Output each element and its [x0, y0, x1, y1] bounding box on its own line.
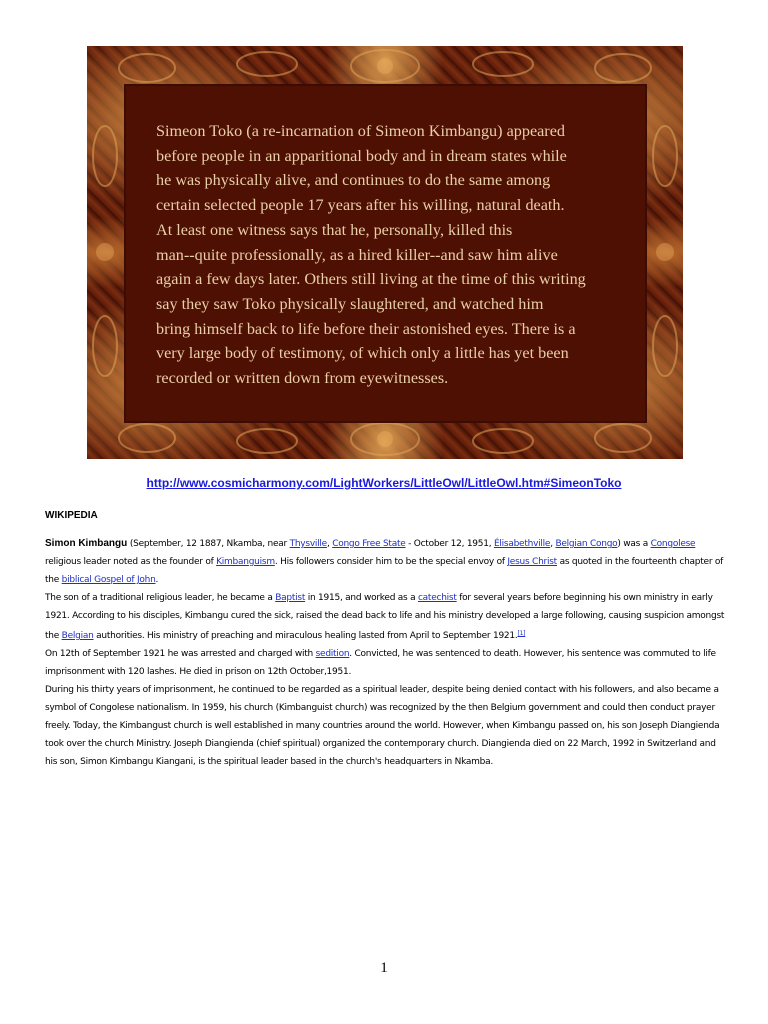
text-run: as quoted in the fourteenth chapter of the [45, 557, 724, 585]
paragraph-intro [45, 535, 725, 589]
text-run: authorities. His ministry of preaching and miraculous healing lasted from April to September 1921. [93, 631, 518, 641]
page-number: 1 [380, 960, 388, 976]
section-heading: WIKIPEDIA [45, 510, 98, 521]
text-run: . [155, 575, 159, 585]
paragraph-arrest [45, 645, 725, 681]
paragraph-early-life [45, 589, 725, 645]
text-run: . Convicted, he was sentenced to death. However, his sentence was commuted to life imprisonment with 120 lashes. He died in prison on 12th October,1951. [45, 649, 716, 677]
link-belgian-congo[interactable]: Belgian Congo [555, 539, 618, 549]
link-sedition[interactable]: sedition [315, 649, 350, 659]
text-run: ) was a [617, 539, 651, 549]
quote-line: again a few days later. Others still living at the time of this writing [156, 270, 586, 289]
quote-line: very large body of testimony, of which only a little has yet been [156, 344, 569, 363]
quote-text [156, 119, 626, 391]
subject-name: Simon Kimbangu [45, 538, 128, 549]
text-run: for several years before beginning his own ministry in early 1921. According to his disciples, Kimbangu cured the sick, raised the dead back to life and his ministry developed a large following, causing suspicion amongst the [45, 593, 725, 641]
quote-line: Simeon Toko (a re-incarnation of Simeon Kimbangu) appeared [156, 122, 565, 140]
text-run: . His followers consider him to be the special envoy of [274, 557, 508, 567]
text-run: , [326, 539, 333, 549]
reference-link[interactable]: [1] [517, 630, 526, 637]
link-elisabethville[interactable]: Élisabethville [493, 539, 551, 549]
quote-line: certain selected people 17 years after his willing, natural death. [156, 196, 565, 215]
text-run: - October 12, 1951, [405, 539, 494, 549]
quote-line: say they saw Toko physically slaughtered, and watched him [156, 294, 544, 313]
text-run: (September, 12 1887, Nkamba, near [127, 539, 290, 549]
link-baptist[interactable]: Baptist [275, 593, 306, 603]
quote-line: At least one witness says that he, personally, killed this [156, 220, 513, 239]
quote-banner-image [87, 46, 683, 459]
text-run: On 12th of September 1921 he was arrested and charged with [45, 649, 316, 659]
link-thysville[interactable]: Thysville [289, 539, 327, 549]
text-run: religious leader noted as the founder of [45, 557, 217, 567]
text-run: , [550, 539, 556, 549]
article-body [45, 535, 725, 771]
quote-line: before people in an apparitional body and in dream states while [156, 146, 567, 165]
quote-line: he was physically alive, and continues to do the same among [156, 171, 551, 190]
link-gospel-of-john[interactable]: biblical Gospel of John [61, 575, 156, 585]
text-run: The son of a traditional religious leader, he became a [45, 593, 276, 603]
link-congolese[interactable]: Congolese [650, 539, 696, 549]
quote-line: bring himself back to life before their astonished eyes. There is a [156, 319, 576, 338]
quote-line: recorded or written down from eyewitnesses. [156, 369, 449, 388]
text-run: in 1915, and worked as a [305, 593, 418, 603]
link-kimbanguism[interactable]: Kimbanguism [216, 557, 275, 567]
link-congo-free-state[interactable]: Congo Free State [332, 539, 406, 549]
link-jesus-christ[interactable]: Jesus Christ [507, 557, 557, 567]
paragraph-imprisonment: During his thirty years of imprisonment, he continued to be regarded as a spiritual leader, despite being denied contact with his followers, and also became a symbol of Congolese nationalism. In 1959, his church (Kimbanguist church) was recognized by the then Belgium government and could then conduct prayer freely. Today, the Kimbangust church is well established in many countries around the world. However, when Kimbangu passed on, his son Joseph Diangienda took over the church Ministry. Joseph Diangienda (chief spiritual) organized the contemporary church. Diangienda died on 22 March, 1992 in Switzerland and his son, Simon Kimbangu Kiangani, is the spiritual leader based in the church's headquarters in Nkamba. [45, 685, 720, 767]
quote-text-panel [126, 86, 645, 421]
source-url-link[interactable]: http://www.cosmicharmony.com/LightWorkers/LittleOwl/LittleOwl.htm#SimeonToko [146, 476, 622, 490]
link-catechist[interactable]: catechist [417, 593, 457, 603]
link-belgian[interactable]: Belgian [61, 631, 94, 641]
quote-line: man--quite professionally, as a hired killer--and saw him alive [156, 245, 558, 264]
